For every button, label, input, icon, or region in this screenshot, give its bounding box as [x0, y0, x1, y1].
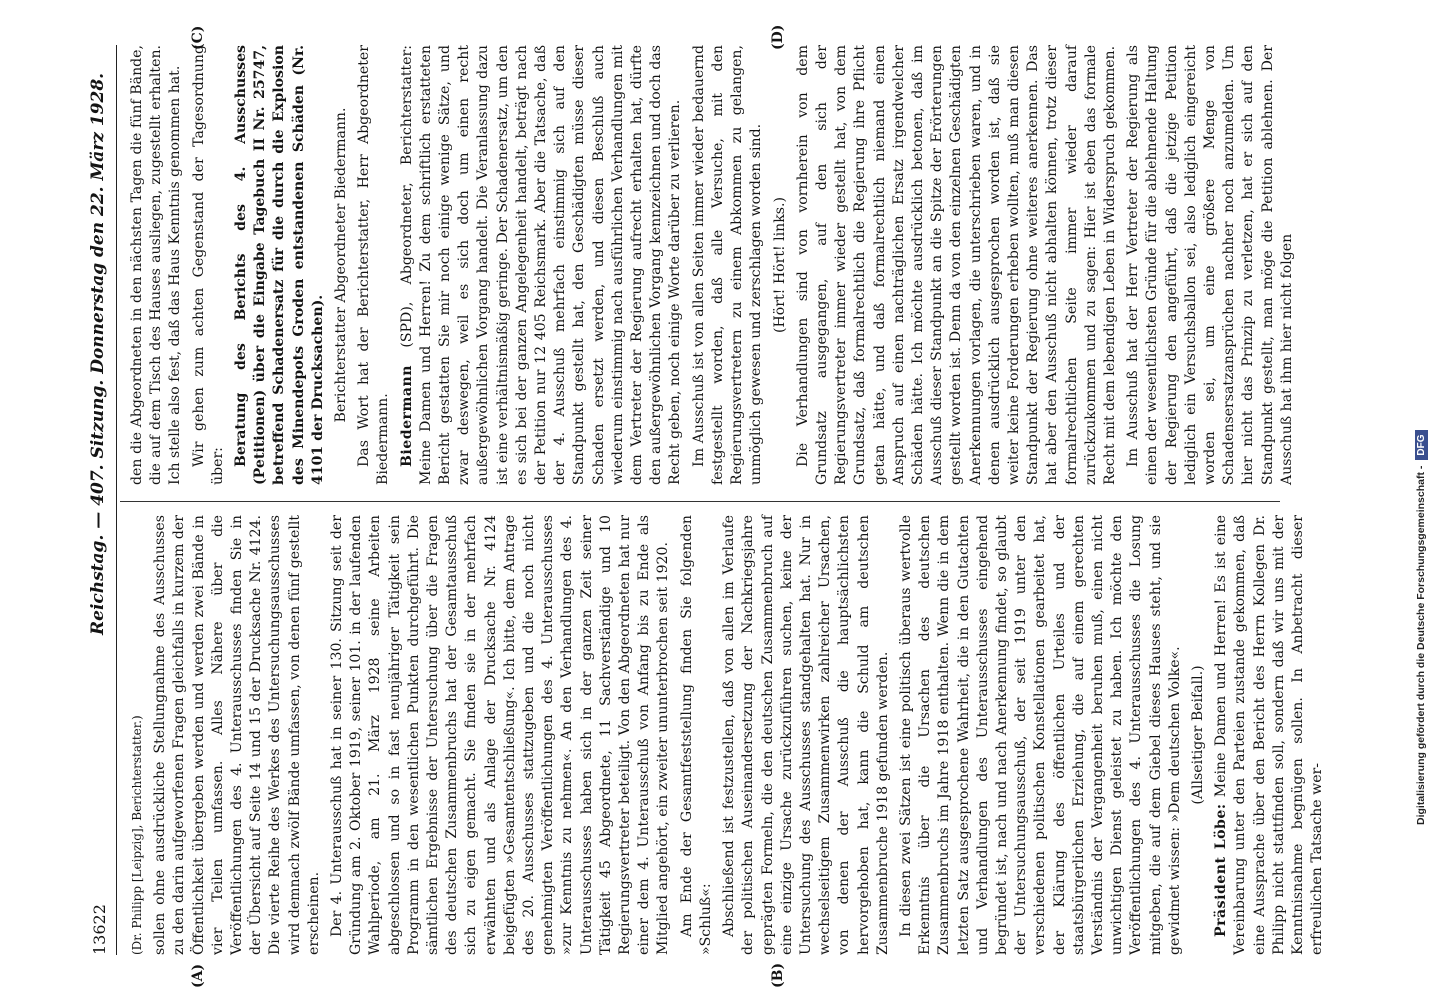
- speaker-reference: (Dr. Philipp [Leipzig], Berichterstatter.): [130, 715, 144, 955]
- rotated-page-content: [80, 0, 1340, 1000]
- credit-text: Digitalisierung gefördert durch die Deutsche Forschungsgemeinschaft -: [1415, 465, 1427, 825]
- margin-marker-a: (A): [190, 963, 206, 988]
- paragraph: Berichterstatter Abgeordneter Biedermann.: [333, 107, 350, 423]
- page-number: 13622: [90, 904, 109, 955]
- paragraph: sollen ohne ausdrückliche Stellungnahme des Ausschusses zu den darin aufgeworfenen Fragen gleichfalls in kurzem der Öffentlichkeit übergeben werden und werden zwei Bände in vier Teilen umfassen. Alles Nähere über die Veröffentlichungen des 4. Unterausschusses finden Sie in der Übersicht auf Seite 14 und 15 der Drucksache Nr. 4124. Die vierte Reihe des Werkes des Untersuchungsausschusses wird demnach zwölf Bände umfassen, von denen fünf gestellt erscheinen.: [152, 515, 322, 955]
- left-column: [128, 515, 1331, 955]
- speaker-name: Präsident Löbe:: [1213, 803, 1230, 937]
- speaker-name: Biedermann: [398, 364, 415, 467]
- applause-note: (Allseitiger Beifall.): [1189, 665, 1206, 805]
- agenda-item: Beratung des Berichts des 4. Ausschusses (Petitionen) über die Eingabe Tagebuch II Nr. 25747, betreffend Schadenersatz für die durch die Explosion des Minendepots Groden entstandenen Schäden (Nr. 4101 der Drucksachen).: [233, 45, 326, 485]
- margin-marker-c: (C): [190, 25, 206, 50]
- page-header: [82, 45, 117, 955]
- paragraph: Abschließend ist festzustellen, daß von allen im Verlaufe der politischen Auseinandersetzung der Nachkriegsjahre geprägten Formeln, die den deutschen Zusammenbruch auf eine einzige Ursache zurückzuführen suchen, keine der Untersuchung des Ausschusses standgehalten hat. Nur in wechselseitigem Zusammenwirken zahlreicher Ursachen, von denen der Ausschuß die hauptsächlichsten hervorgehoben hat, kann die Schuld am deutschen Zusammenbruche 1918 gefunden werden.: [721, 515, 891, 955]
- paragraph: Meine Damen und Herren! Es ist eine Vereinbarung unter den Parteien zustande gekommen, daß eine Aussprache über den Bericht des Herrn Kollegen Dr. Philipp nicht stattfinden soll, sondern daß wir uns mit der Kenntnisnahme begnügen sollen. In Anbetracht dieser erfreulichen Tatsache wer-: [1213, 515, 1326, 955]
- paragraph: Im Ausschuß hat der Herr Vertreter der Regierung als einen der wesentlichsten Gründe für die ablehnende Haltung der Regierung den angeführt, daß die jetzige Petition lediglich ein Versuchsballon sei, also lediglich eingereicht worden sei, um eine größere Menge von Schadensersatzansprüchen nachher noch anzumelden. Um hier nicht das Prinzip zu verletzen, hat er sich auf den Standpunkt gestellt, man möge die Petition ablehnen. Der Ausschuß hat ihm hier nicht folgen: [1125, 45, 1295, 485]
- paragraph: Die Verhandlungen sind von vornherein von dem Grundsatz ausgegangen, auf den sich der Regierungsvertreter immer wieder gestellt hat, von dem Grundsatz, daß formalrechtlich die Regierung ihre Pflicht getan hätte, und daß formalrechtlich niemand einen Anspruch auf einen nachträglichen Ersatz irgendwelcher Schäden hätte. Ich möchte ausdrücklich betonen, daß im Ausschuß dieser Standpunkt an die Spitze der Erörterungen gestellt worden ist. Denn da von den einzelnen Geschädigten Anerkennungen vorlagen, die unterschrieben waren, und in denen ausdrücklich ausgesprochen worden ist, daß sie weiter keine Forderungen erheben wollten, muß man diesen Standpunkt der Regierung ohne weiteres anerkennen. Das hat aber den Ausschuß nicht abhalten können, trotz dieser formalrechtlichen Seite immer wieder darauf zurückzukommen und zu sagen: Hier ist eben das formale Recht mit dem lebendigen Leben in Widerspruch gekommen.: [794, 45, 1118, 485]
- column-divider: [120, 501, 1280, 502]
- paragraph: Am Ende der Gesamtfeststellung finden Sie folgenden »Schluß«:: [678, 515, 714, 955]
- digitization-credit: [1408, 0, 1434, 1000]
- right-column: [128, 45, 1301, 485]
- digitization-sidebar: [1408, 0, 1434, 1000]
- margin-marker-d: (D): [770, 24, 786, 50]
- dfg-logo: DFG: [1415, 431, 1428, 460]
- margin-marker-b: (B): [770, 962, 786, 988]
- paragraph: (SPD), Abgeordneter, Berichterstatter: Meine Damen und Herren! Zu dem schriftlich erstatteten Bericht gestatten Sie mir noch einige wenige Sätze, und zwar deswegen, weil es sich doch um einen recht außergewöhnlichen Vorgang handelt. Die Veranlassung dazu ist eine verhältnismäßig geringe. Der Schadenersatz, um den es sich bei der ganzen Angelegenheit handelt, beträgt nach der Petition nur 12 405 Reichsmark. Aber die Tatsache, daß der 4. Ausschuß mehrfach einstimmig sich auf den Standpunkt gestellt hat, den Geschädigten müsse dieser Schaden ersetzt werden, und diesen Beschluß auch wiederum einstimmig nach ausführlichen Verhandlungen mit dem Vertreter der Regierung aufrecht erhalten hat, dürfte den außergewöhnlichen Vorgang kennzeichnen und doch das Recht geben, noch einige Worte darüber zu verlieren.: [398, 45, 684, 485]
- paragraph: Der 4. Unterausschuß hat in seiner 130. Sitzung seit der Gründung am 2. Oktober 1919, seiner 101. in der laufenden Wahlperiode, am 21. März 1928 seine Arbeiten abgeschlossen und so in fast neunjähriger Tätigkeit sein Programm in den wesentlichen Punkten durchgeführt. Die sämtlichen Ergebnisse der Untersuchung über die Fragen des deutschen Zusammenbruchs hat der Gesamtausschuß sich zu eigen gemacht. Sie finden sie in der mehrfach erwähnten und als Anlage der Drucksache Nr. 4124 beigefügten »Gesamtentschließung«. Ich bitte, dem Antrage des 20. Ausschusses stattzugeben und die noch nicht genehmigten Veröffentlichungen des 4. Unterausschusses »zur Kenntnis zu nehmen«. An den Verhandlungen des 4. Unterausschusses haben sich in der ganzen Zeit seiner Tätigkeit 45 Abgeordnete, 11 Sachverständige und 10 Regierungsvertreter beteiligt. Von den Abgeordneten hat nur einer dem 4. Unterausschuß von Anfang bis zu Ende als Mitglied angehört, ein zweiter ununterbrochen seit 1920.: [329, 515, 672, 955]
- paragraph: In diesen zwei Sätzen ist eine politisch überaus wertvolle Erkenntnis über die Ursachen des deutschen Zusammenbruchs im Jahre 1918 enthalten. Wenn die in dem letzten Satz ausgesprochene Wahrheit, die in den Gutachten und Verhandlungen des Unterausschusses eingehend begründet ist, nach und nach Anerkennung findet, so glaubt der Untersuchungsausschuß, der seit 1919 unter den verschiedenen politischen Konstellationen gearbeitet hat, der Klärung des öffentlichen Urteiles und der staatsbürgerlichen Erziehung, die auf einem gerechten Verständnis der Vergangenheit beruhen muß, einen nicht unwichtigen Dienst geleistet zu haben. Ich möchte den Veröffentlichungen des 4. Unterausschusses die Losung mitgeben, die auf dem Giebel dieses Hauses steht, und sie gewidmet wissen: »Dem deutschen Volke«.: [897, 515, 1183, 955]
- paragraph: Wir gehen zum achten Gegenstand der Tagesordnung über:: [190, 45, 226, 485]
- page-title: Reichstag. — 407. Sitzung. Donnerstag den 22. März 1928.: [88, 72, 108, 635]
- paragraph: den die Abgeordneten in den nächsten Tagen die fünf Bände, die auf dem Tisch des Hauses ausliegen, zugestellt erhalten. Ich stelle also fest, daß das Haus Kenntnis genommen hat.: [129, 45, 184, 485]
- interjection-note: (Hört! Hört! links.): [771, 197, 788, 333]
- paragraph: Im Ausschuß ist von allen Seiten immer wieder bedauernd festgestellt worden, daß alle Versuche, mit den Regierungsvertretern zu einem Abkommen zu gelangen, unmöglich gewesen und zerschlagen worden sind.: [690, 45, 765, 485]
- paragraph: Das Wort hat der Berichterstatter, Herr Abgeordneter Biedermann.: [356, 45, 392, 485]
